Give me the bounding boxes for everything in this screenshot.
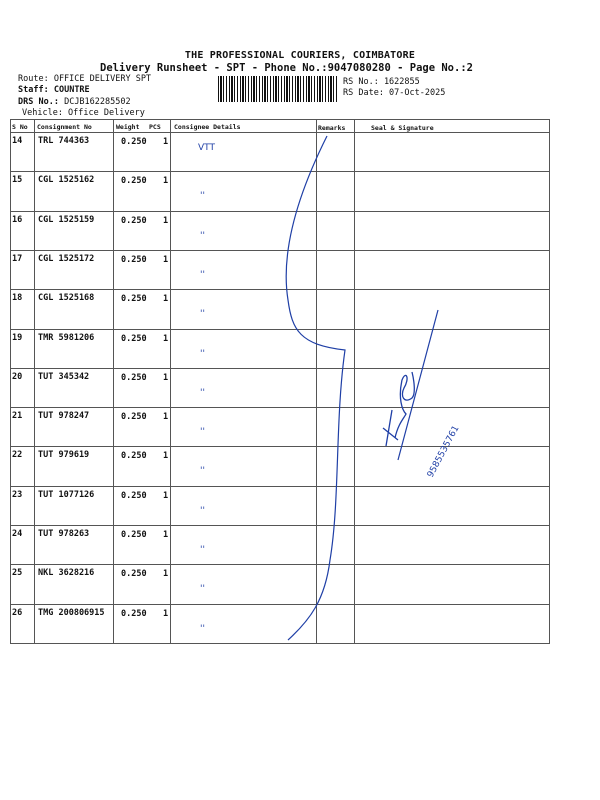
row-sno: 23	[12, 489, 23, 500]
row-weight: 0.250	[121, 608, 147, 619]
row-weight: 0.250	[121, 215, 147, 226]
staff-label: Staff:	[18, 85, 49, 95]
row-sno: 26	[12, 607, 23, 618]
row-sno: 25	[12, 568, 23, 579]
row-handwritten-mark: ''	[200, 348, 205, 359]
row-consignment-no: TUT 978263	[38, 529, 90, 539]
row-weight: 0.250	[121, 372, 147, 383]
staff-value: COUNTRE	[53, 85, 90, 95]
row-sno: 20	[12, 371, 23, 382]
col-header-weight: Weight	[116, 123, 140, 131]
row-weight: 0.250	[121, 176, 147, 187]
row-consignment-no: NKL 3628216	[38, 568, 95, 579]
row-pcs: 1	[163, 215, 169, 226]
row-consignment-no: TMR 5981206	[38, 332, 95, 343]
row-handwritten-mark: ''	[200, 387, 205, 398]
row-sno: 21	[12, 411, 23, 422]
row-consignment-no: TRL 744363	[38, 136, 90, 146]
row-consignment-no: CGL 1525162	[38, 175, 95, 186]
row-sno: 17	[12, 253, 23, 264]
rs-number: RS No.: 1622855	[343, 77, 420, 87]
row-pcs: 1	[163, 412, 169, 423]
row-pcs: 1	[163, 333, 169, 344]
row-handwritten-mark: VTT	[198, 143, 215, 153]
row-pcs: 1	[163, 137, 169, 147]
row-weight: 0.250	[121, 490, 147, 501]
row-sno: 22	[12, 450, 23, 461]
row-weight: 0.250	[121, 294, 147, 305]
row-weight: 0.250	[121, 569, 147, 580]
row-pcs: 1	[163, 530, 169, 540]
row-weight: 0.250	[121, 137, 147, 147]
row-consignment-no: TUT 1077126	[38, 489, 95, 500]
row-handwritten-mark: ''	[200, 230, 205, 241]
handwritten-phone-number: 9585535761	[425, 424, 462, 480]
runsheet-subtitle: Delivery Runsheet - SPT - Phone No.:9047080280 - Page No.:2	[100, 62, 473, 74]
row-sno: 24	[12, 529, 23, 539]
drs-value: DCJB162285502	[64, 97, 131, 107]
pen-stroke-line	[286, 136, 345, 640]
row-sno: 18	[12, 293, 23, 304]
row-consignment-no: TMG 200806915	[38, 607, 105, 618]
drs-label: DRS No.:	[18, 97, 59, 107]
row-handwritten-mark: ''	[200, 309, 205, 320]
row-consignment-no: CGL 1525159	[38, 214, 95, 225]
row-weight: 0.250	[121, 412, 147, 423]
row-weight: 0.250	[121, 530, 147, 540]
row-sno: 16	[12, 214, 23, 225]
col-header-seal: Seal & Signature	[371, 124, 434, 132]
vehicle-label: Vehicle: Office Delivery	[22, 108, 145, 118]
row-pcs: 1	[163, 569, 169, 580]
row-consignment-no: CGL 1525172	[38, 253, 95, 264]
row-sno: 14	[12, 136, 23, 146]
col-header-consignment: Consignment No	[37, 123, 92, 131]
col-header-pcs: PCS	[149, 123, 161, 131]
row-weight: 0.250	[121, 451, 147, 462]
row-weight: 0.250	[121, 254, 147, 265]
row-pcs: 1	[163, 608, 169, 619]
row-handwritten-mark: ''	[200, 191, 205, 202]
row-handwritten-mark: ''	[200, 269, 205, 280]
row-weight: 0.250	[121, 333, 147, 344]
row-handwritten-mark: ''	[200, 505, 205, 516]
col-header-remarks: Remarks	[318, 124, 346, 132]
col-header-consignee: Consignee Details	[174, 123, 241, 131]
row-pcs: 1	[163, 294, 169, 305]
row-handwritten-mark: ''	[200, 427, 205, 438]
row-pcs: 1	[163, 490, 169, 501]
row-consignment-no: TUT 345342	[38, 371, 90, 382]
rs-date: RS Date: 07-Oct-2025	[343, 88, 446, 98]
route-label: Route: OFFICE DELIVERY SPT	[18, 74, 152, 84]
row-consignment-no: CGL 1525168	[38, 293, 95, 304]
company-title: THE PROFESSIONAL COURIERS, COIMBATORE	[184, 50, 416, 61]
row-handwritten-mark: ''	[200, 584, 205, 595]
row-consignment-no: TUT 979619	[38, 450, 90, 461]
row-consignment-no: TUT 978247	[38, 411, 90, 422]
row-pcs: 1	[163, 254, 169, 265]
col-header-sno: S No	[12, 123, 28, 131]
signature-dash	[398, 310, 438, 460]
row-sno: 19	[12, 332, 23, 343]
signature-scribble	[383, 372, 414, 446]
row-pcs: 1	[163, 372, 169, 383]
row-sno: 15	[12, 175, 23, 186]
row-handwritten-mark: ''	[200, 466, 205, 477]
row-pcs: 1	[163, 176, 169, 187]
row-handwritten-mark: ''	[200, 545, 205, 555]
row-handwritten-mark: ''	[200, 623, 205, 634]
row-pcs: 1	[163, 451, 169, 462]
